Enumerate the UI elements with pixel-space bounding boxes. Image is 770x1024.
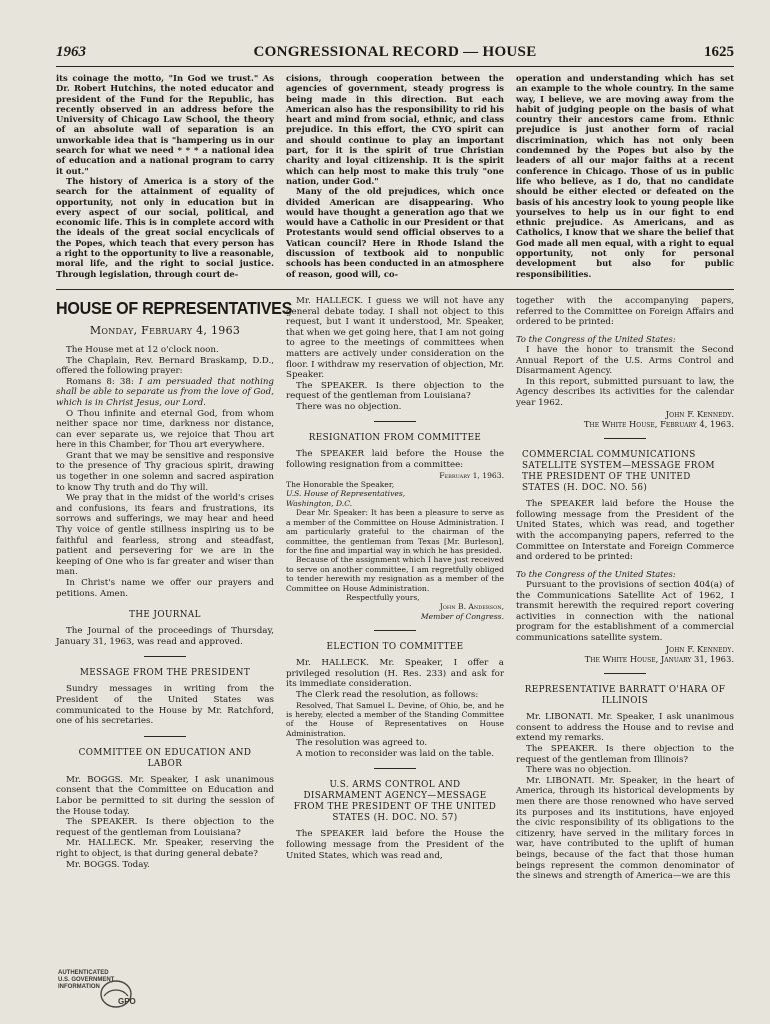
column-2 xyxy=(286,296,504,882)
prayer-paragraph: We pray that in the midst of the world's crises and confusions, its fears and frustrations, its sorrows and sufferings, we may hear and heed Thy voice of gentle stillness inspiring us to be faithful and fearless, strong and steadfast, patient and persevering for we are in the keeping of One who is far greater and wiser than man. xyxy=(56,493,274,578)
paragraph: Pursuant to the provisions of section 404(a) of the Communications Satellite Act of 1962, I transmit herewith the required report covering activities in connection with the national program for the establishment of a commercial communications satellite system. xyxy=(516,580,734,643)
signature: John F. Kennedy. xyxy=(665,408,734,419)
paragraph: The resolution was agreed to. xyxy=(296,738,428,749)
paragraph: together with the accompanying papers, referred to the Committee on Foreign Affairs and ordered to be printed: xyxy=(516,295,734,328)
running-head-year: 1963 xyxy=(56,44,86,60)
paragraph: Mr. LIBONATI. Mr. Speaker, I ask unanimous consent to address the House and to revise and extend my remarks. xyxy=(516,712,734,744)
top-column-3 xyxy=(516,73,734,279)
paragraph: The SPEAKER laid before the House the following message from the President of the United States, which was read, and together with the accompanying papers, referred to the Committee on Interstate and Foreign Commerce and ordered to be printed: xyxy=(516,499,734,563)
section-heading: RESIGNATION FROM COMMITTEE xyxy=(308,433,482,444)
prayer-paragraph: O Thou infinite and eternal God, from whom neither space nor time, darkness nor distance, can ever separate us, we rejoice that Thou art here in this Chamber, for Thou art everywhere. xyxy=(56,408,274,451)
letter-date: February 1, 1963. xyxy=(439,470,504,480)
section-heading: ELECTION TO COMMITTEE xyxy=(326,642,464,653)
section-heading: COMMERCIAL COMMUNICATIONS SATELLITE SYSTEM—MESSAGE FROM THE PRESIDENT OF THE UNITED STATES (H. DOC. NO. 56) xyxy=(522,450,715,494)
section-heading: THE JOURNAL xyxy=(129,610,201,621)
paragraph: The Clerk read the resolution, as follows: xyxy=(296,689,479,700)
paragraph: The Chaplain, Rev. Bernard Braskamp, D.D., offered the following prayer: xyxy=(56,355,274,377)
house-proceedings xyxy=(56,296,734,882)
paragraph: Mr. BOGGS. Mr. Speaker, I ask unanimous consent that the Committee on Education and Labor be permitted to sit during the session of the House today. xyxy=(56,774,274,817)
rule xyxy=(144,736,186,737)
section-heading: MESSAGE FROM THE PRESIDENT xyxy=(79,668,251,679)
gpo-authentication-logo xyxy=(58,970,188,1015)
top-column-2 xyxy=(286,73,504,279)
paragraph: Mr. HALLECK. Mr. Speaker, reserving the right to object, is that during general debate? xyxy=(56,838,274,859)
prayer-paragraph: In Christ's name we offer our prayers and petitions. Amen. xyxy=(56,578,274,599)
letter-closing: Respectfully yours, xyxy=(346,592,420,602)
rule xyxy=(374,768,416,769)
paragraph: There was no objection. xyxy=(296,401,402,412)
house-title: HOUSE OF REPRESENTATIVES xyxy=(56,297,293,318)
paragraph: The SPEAKER. Is there objection to the request of the gentleman from Louisiana? xyxy=(56,817,274,838)
letter-signature: John B. Anderson, xyxy=(439,602,504,612)
paragraph: The SPEAKER laid before the House the following resignation from a committee: xyxy=(286,449,504,471)
paragraph: Sundry messages in writing from the President of the United States was communicated to the House by Mr. Ratchford, one of his secretaries. xyxy=(56,684,274,727)
scripture-text: I am persuaded that nothing shall be able to separate us from the love of God, which is in Christ Jesus, our Lord. xyxy=(56,376,274,408)
paragraph: The history of America is a story of the search for the attainment of equality of opportunity, not only in education but in every aspect of our social, political, and economic life. This is in complete accord with the ideals of the great social encyclicals of the Popes, which teach that every person has a right to the opportunity to live a reasonable, moral life, and the right to social justice. Through legislation, through court de- xyxy=(56,175,274,279)
letter-address: Washington, D.C. xyxy=(286,498,353,508)
rule xyxy=(144,656,186,657)
paragraph: The SPEAKER. Is there objection to the request of the gentleman from Louisiana? xyxy=(286,380,504,402)
continued-remarks xyxy=(56,73,734,279)
paragraph: The Journal of the proceedings of Thursday, January 31, 1963, was read and approved. xyxy=(56,626,274,647)
session-date: Monday, February 4, 1963 xyxy=(89,323,241,337)
rule xyxy=(374,630,416,631)
scripture-reference: Romans 8: 38: xyxy=(66,376,134,387)
rule xyxy=(604,673,646,674)
paragraph: I have the honor to transmit the Second Annual Report of the U.S. Arms Control and Disarmament Agency. xyxy=(516,345,734,377)
paragraph: Mr. HALLECK. Mr. Speaker, I offer a privileged resolution (H. Res. 233) and ask for its immediate consideration. xyxy=(286,658,504,690)
prayer-paragraph: Grant that we may be sensitive and responsive to the presence of Thy gracious spirit, drawing us together in one solemn and sacred aspiration to know Thy truth and do Thy will. xyxy=(56,450,274,493)
paragraph: In this report, submitted pursuant to law, the Agency describes its activities for the calendar year 1962. xyxy=(516,376,734,408)
paragraph: The SPEAKER laid before the House the following message from the President of the United States, which was read and, xyxy=(286,829,504,861)
section-heading: U.S. ARMS CONTROL AND DISARMAMENT AGENCY—MESSAGE FROM THE PRESIDENT OF THE UNITED STATES (H. DOC. NO. 57) xyxy=(293,780,497,824)
running-head xyxy=(56,44,734,67)
paragraph: A motion to reconsider was laid on the table. xyxy=(296,748,495,759)
paragraph: Mr. HALLECK. I guess we will not have any general debate today. I shall not object to this request, but I want it understood, Mr. Speaker, that when we get going here, that I am not going to agree to the meetings of committees when matters are actively under consideration on the floor. I withdraw my reservation of objection, Mr. Speaker. xyxy=(286,295,504,381)
signature-place: The White House, January 31, 1963. xyxy=(584,653,734,664)
page-number: 1625 xyxy=(704,44,734,60)
paragraph: Many of the old prejudices, which once divided American are disappearing. Who would have thought a generation ago that we would have a Catholic in our President or that Protestants would send official observes to a Vatican council? Here in Rhode Island the discussion of textbook aid to nonpublic schools has been conducted in an atmosphere of reason, good will, co- xyxy=(286,186,504,279)
section-heading: COMMITTEE ON EDUCATION AND LABOR xyxy=(78,747,252,769)
resolution-text: Resolved, That Samuel L. Devine, of Ohio, be, and he is hereby, elected a member of the Standing Committee of the House of Representatives on House Administration. xyxy=(286,700,504,738)
letter-body: Dear Mr. Speaker: It has been a pleasure to serve as a member of the Committee on House Administration. I am particularly grateful to the chairman of the committee, the gentleman from Texas [Mr. Burleson], for the fine and impartial way in which he has presided. xyxy=(286,508,504,555)
gpo-eagle-seal-icon xyxy=(98,978,134,1010)
gpo-logo-text: AUTHENTICATED U.S. GOVERNMENT INFORMATION xyxy=(58,970,115,991)
signature: John F. Kennedy. xyxy=(665,643,734,654)
svg-text:GPO: GPO xyxy=(118,997,136,1006)
top-column-1 xyxy=(56,73,274,279)
rule xyxy=(374,421,416,422)
letter-address: U.S. House of Representatives, xyxy=(286,489,406,499)
section-divider xyxy=(56,289,734,290)
scripture-passage xyxy=(56,377,274,409)
paragraph: Mr. BOGGS. Today. xyxy=(66,859,150,870)
paragraph: There was no objection. xyxy=(526,765,632,776)
letter-signer-title: Member of Congress. xyxy=(420,611,504,621)
rule xyxy=(604,438,646,439)
column-3 xyxy=(516,296,734,882)
column-1 xyxy=(56,296,293,882)
section-heading: REPRESENTATIVE BARRATT O'HARA OF ILLINOIS xyxy=(524,685,726,707)
paragraph: cisions, through cooperation between the agencies of government, steady progress is being made in this direction. But each American also has the responsibility to rid his heart and mind from social, ethnic, and class prejudice. In this effort, the CYO spirit can and should continue to play an important part, for it is the spirit of true Christian charity and loyal citizenship. It is the spirit which can help most to make this truly "one nation, under God." xyxy=(286,73,504,186)
message-address: To the Congress of the United States: xyxy=(516,568,676,579)
paragraph: operation and understanding which has set an example to the whole country. In the same way, I believe, we are moving away from the habit of judging people on the basis of what country their ancestors came from. Ethnic prejudice is just another form of racial discrimination, which has not only been condemned by the Popes but also by the leaders of all our major faiths at a recent conference in Chicago. Those of us in public life who believe, as I do, that no candidate should be either elected or defeated on the basis of his ancestry look to young people like yourselves to help us in our fight to end ethnic prejudice. As Americans, and as Catholics, I know that we share the belief that God made all men equal, with a right to equal opportunity, not only for personal development but also for public responsibilities. xyxy=(516,73,734,279)
letter-address: The Honorable the Speaker, xyxy=(286,480,395,490)
paragraph: The SPEAKER. Is there objection to the request of the gentleman from Illinois? xyxy=(516,743,734,765)
paragraph: The House met at 12 o'clock noon. xyxy=(66,344,219,355)
paragraph: its coinage the motto, "In God we trust." As Dr. Robert Hutchins, the noted educator and president of the Fund for the Republic, has recently observed in an address before the University of Chicago Law School, the theory of an absolute wall of separation is an unworkable idea that is "hampering us in our search for what we need * * * a national idea of education and a national program to carry it out." xyxy=(56,73,274,176)
letter-body: Because of the assignment which I have just received to serve on another committee, I am regretfully obliged to tender herewith my resignation as a member of the Committee on House Administration. xyxy=(286,555,504,593)
paragraph: Mr. LIBONATI. Mr. Speaker, in the heart of America, through its historical developments by men there are those renowned who have served its purposes and its institutions, have enjoyed the civic responsibility of its obligations to the citizenry, have served in the military forces in war, have contributed to the uplift of human beings, because of the fact that those human beings represent the common denominator of the sinews and strength of America—we are this xyxy=(516,775,734,882)
signature-place: The White House, February 4, 1963. xyxy=(583,418,734,429)
running-head-title: CONGRESSIONAL RECORD — HOUSE xyxy=(253,44,537,60)
message-address: To the Congress of the United States: xyxy=(516,333,676,344)
